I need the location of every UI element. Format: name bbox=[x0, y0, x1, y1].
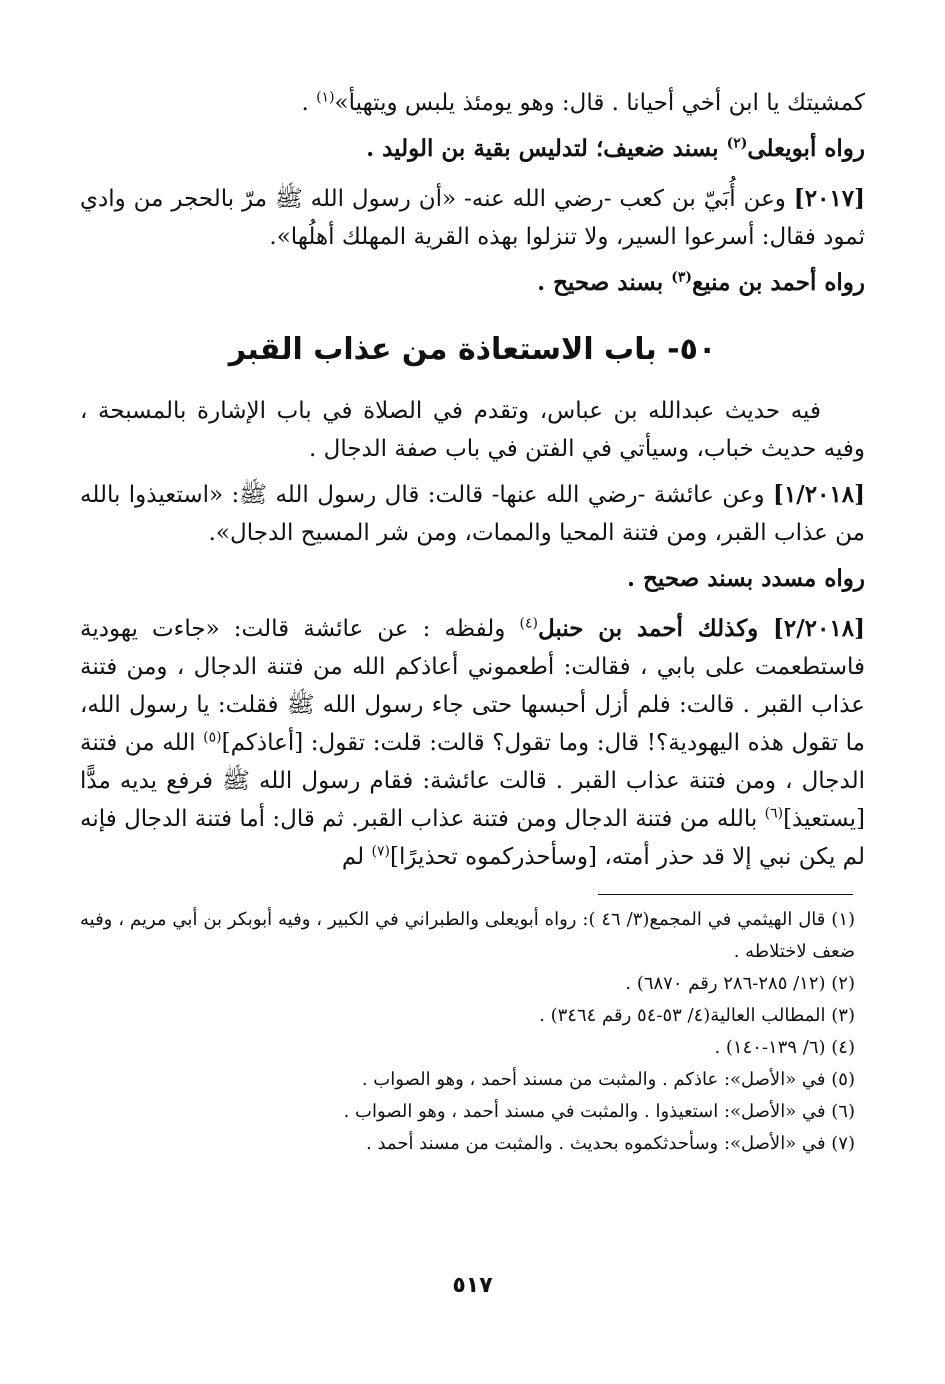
footnote-7: (٧) في «الأصل»: وسأحدثكموه بحديث . والمثبت من مسند أحمد . bbox=[366, 1133, 855, 1154]
footnote-6: (٦) في «الأصل»: استعيذوا . والمثبت في مسند أحمد ، وهو الصواب . bbox=[343, 1101, 855, 1122]
page-number: ٥١٧ bbox=[452, 1273, 493, 1298]
footnote-2: (٢) (١٢/ ٢٨٥-٢٨٦ رقم ٦٨٧٠) . bbox=[625, 973, 855, 994]
paragraph-continuation bbox=[80, 84, 865, 122]
text-run: كمشيتك يا ابن أخي أحيانا . قال: وهو يومئذ يلبس ويتهيأ» bbox=[334, 90, 865, 116]
narration-line bbox=[80, 264, 865, 302]
text-run: بسند صحيح . bbox=[537, 269, 672, 296]
footnote-ref: (٥) bbox=[203, 729, 222, 746]
text-run: وكذلك أحمد بن حنبل bbox=[537, 615, 774, 642]
text-run: بالله من فتنة الدجال ومن فتنة عذاب القبر. ثم قال: أما فتنة الدجال فإنه لم يكن نبي إلا قد حذر أمته، [وسأحذركموه تحذيرًا] bbox=[80, 806, 865, 870]
text-run: رواه أبويعلى bbox=[747, 135, 865, 162]
footnote-ref: (٦) bbox=[764, 805, 784, 822]
hadith-paragraph bbox=[80, 180, 865, 256]
hadith-paragraph bbox=[80, 476, 865, 552]
footnote-ref: (١) bbox=[316, 89, 335, 106]
footnote-1: (١) قال الهيثمي في المجمع(٣/ ٤٦ ): رواه أبويعلى والطبراني في الكبير ، وفيه أبوبكر بن أبي مريم ، وفيه ضعف لاختلاطه . bbox=[80, 909, 856, 962]
footnote-separator bbox=[80, 884, 865, 904]
text-run: ولفظه : عن عائشة قالت: «جاءت يهودية فاستطعمت على بابي ، فقالت: أطعموني أعاذكم الله من فتنة الدجال ، ومن فتنة عذاب القبر . قالت: فلم أزل أحبسها حتى جاء رسول الله ﷺ فقلت: يا رسول الله، ما تقول هذه اليهودية؟! قال: وما تقول؟ قالت: قلت: تقول: [أعاذكم] bbox=[80, 616, 866, 756]
text-run: . bbox=[301, 90, 309, 116]
text-run: رواه أحمد بن منيع bbox=[691, 269, 865, 296]
footnotes bbox=[80, 904, 865, 1160]
main-text bbox=[80, 84, 865, 876]
text-run: وعن عائشة -رضي الله عنها- قالت: قال رسول الله ﷺ: «استعيذوا بالله من عذاب القبر، ومن فتنة المحيا والممات، ومن شر المسيح الدجال». bbox=[80, 482, 865, 546]
text-run: لم bbox=[341, 844, 372, 870]
footnote-ref: (٣) bbox=[671, 269, 692, 286]
text-run: الله من فتنة الدجال ، ومن فتنة عذاب القبر . قالت عائشة: فقام رسول الله ﷺ فرفع يديه مدًّا [يستعيذ] bbox=[80, 730, 865, 832]
footnote-3: (٣) المطالب العالية(٤/ ٥٣-٥٤ رقم ٣٤٦٤) . bbox=[539, 1005, 855, 1026]
footnote-5: (٥) في «الأصل»: عاذكم . والمثبت من مسند أحمد ، وهو الصواب . bbox=[361, 1069, 855, 1090]
hadith-number: [٢٠١٧] bbox=[793, 185, 865, 212]
narration-line bbox=[80, 130, 865, 168]
footnote-ref: (٤) bbox=[519, 615, 538, 632]
footnote-ref: (٢) bbox=[726, 135, 748, 152]
chapter-heading: ٥٠- باب الاستعاذة من عذاب القبر bbox=[228, 332, 717, 367]
hadith-number: [٢/٢٠١٨] bbox=[773, 615, 865, 642]
intro-paragraph: فيه حديث عبدالله بن عباس، وتقدم في الصلاة في باب الإشارة بالمسبحة ، وفيه حديث خباب، وسيأتي في الفتن في باب صفة الدجال . bbox=[80, 398, 865, 462]
footnote-4: (٤) (٦/ ١٣٩-١٤٠) . bbox=[714, 1037, 855, 1058]
hadith-paragraph bbox=[80, 610, 865, 876]
narration-line: رواه مسدد بسند صحيح . bbox=[627, 565, 865, 592]
hadith-number: [١/٢٠١٨] bbox=[773, 481, 865, 508]
text-run: وعن أُبَيّ بن كعب -رضي الله عنه- «أن رسول الله ﷺ مرّ بالحجر من وادي ثمود فقال: أسرعوا السير، ولا تنزلوا بهذه القرية المهلك أهلُها». bbox=[80, 186, 865, 250]
page-content bbox=[80, 84, 865, 1160]
text-run: بسند ضعيف؛ لتدليس بقية بن الوليد . bbox=[366, 135, 727, 162]
footnote-ref: (٧) bbox=[371, 843, 390, 860]
